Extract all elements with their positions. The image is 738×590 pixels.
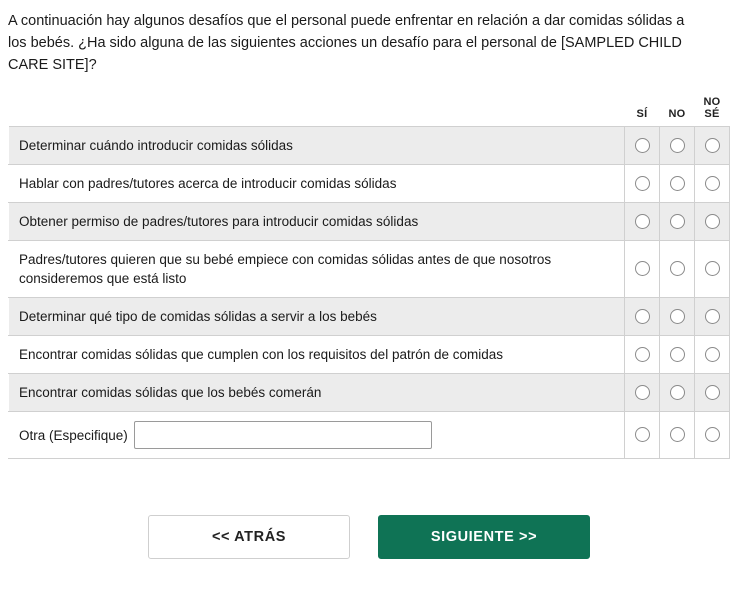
radio-yes[interactable] bbox=[635, 176, 650, 191]
column-header-dont-know-line2: SÉ bbox=[704, 108, 720, 120]
radio-cell-dont-know[interactable] bbox=[695, 241, 730, 298]
radio-no[interactable] bbox=[670, 176, 685, 191]
radio-no[interactable] bbox=[670, 427, 685, 442]
radio-dont-know[interactable] bbox=[705, 176, 720, 191]
radio-dont-know[interactable] bbox=[705, 214, 720, 229]
other-label: Otra (Especifique) bbox=[19, 427, 128, 443]
radio-cell-yes[interactable] bbox=[625, 127, 660, 165]
table-row bbox=[9, 203, 730, 241]
radio-cell-dont-know[interactable] bbox=[695, 336, 730, 374]
navigation-buttons bbox=[8, 515, 730, 559]
radio-cell-no[interactable] bbox=[660, 241, 695, 298]
radio-cell-no[interactable] bbox=[660, 412, 695, 459]
column-header-no bbox=[660, 96, 695, 127]
table-row bbox=[9, 298, 730, 336]
column-header-yes-line2: SÍ bbox=[636, 108, 648, 120]
radio-cell-yes[interactable] bbox=[625, 203, 660, 241]
radio-yes[interactable] bbox=[635, 385, 650, 400]
challenges-matrix-table bbox=[8, 96, 730, 459]
radio-cell-yes[interactable] bbox=[625, 298, 660, 336]
other-cell bbox=[9, 412, 625, 459]
radio-no[interactable] bbox=[670, 214, 685, 229]
radio-cell-no[interactable] bbox=[660, 127, 695, 165]
column-header-dont-know-line1: NO bbox=[703, 96, 721, 108]
radio-cell-no[interactable] bbox=[660, 298, 695, 336]
matrix-label-column-header bbox=[9, 96, 625, 127]
radio-cell-no[interactable] bbox=[660, 336, 695, 374]
radio-cell-yes[interactable] bbox=[625, 165, 660, 203]
radio-cell-dont-know[interactable] bbox=[695, 127, 730, 165]
radio-cell-no[interactable] bbox=[660, 203, 695, 241]
radio-cell-dont-know[interactable] bbox=[695, 298, 730, 336]
row-label: Hablar con padres/tutores acerca de introducir comidas sólidas bbox=[9, 165, 625, 203]
radio-no[interactable] bbox=[670, 347, 685, 362]
radio-no[interactable] bbox=[670, 385, 685, 400]
radio-no[interactable] bbox=[670, 261, 685, 276]
back-button[interactable]: << ATRÁS bbox=[148, 515, 350, 559]
table-row bbox=[9, 127, 730, 165]
radio-dont-know[interactable] bbox=[705, 309, 720, 324]
radio-cell-yes[interactable] bbox=[625, 336, 660, 374]
radio-dont-know[interactable] bbox=[705, 385, 720, 400]
radio-yes[interactable] bbox=[635, 138, 650, 153]
radio-yes[interactable] bbox=[635, 427, 650, 442]
table-row bbox=[9, 336, 730, 374]
radio-cell-dont-know[interactable] bbox=[695, 412, 730, 459]
other-specify-input[interactable] bbox=[134, 421, 432, 449]
row-label: Determinar cuándo introducir comidas sólidas bbox=[9, 127, 625, 165]
radio-cell-dont-know[interactable] bbox=[695, 203, 730, 241]
table-row bbox=[9, 165, 730, 203]
row-label: Determinar qué tipo de comidas sólidas a servir a los bebés bbox=[9, 298, 625, 336]
column-header-yes bbox=[625, 96, 660, 127]
table-row-other bbox=[9, 412, 730, 459]
radio-cell-yes[interactable] bbox=[625, 374, 660, 412]
radio-no[interactable] bbox=[670, 309, 685, 324]
table-row bbox=[9, 374, 730, 412]
radio-yes[interactable] bbox=[635, 261, 650, 276]
radio-dont-know[interactable] bbox=[705, 261, 720, 276]
radio-cell-no[interactable] bbox=[660, 374, 695, 412]
next-button[interactable]: SIGUIENTE >> bbox=[378, 515, 590, 559]
matrix-body bbox=[9, 127, 730, 459]
radio-cell-yes[interactable] bbox=[625, 241, 660, 298]
table-row bbox=[9, 241, 730, 298]
radio-cell-no[interactable] bbox=[660, 165, 695, 203]
radio-cell-dont-know[interactable] bbox=[695, 374, 730, 412]
radio-dont-know[interactable] bbox=[705, 347, 720, 362]
radio-yes[interactable] bbox=[635, 214, 650, 229]
row-label: Encontrar comidas sólidas que los bebés comerán bbox=[9, 374, 625, 412]
row-label: Encontrar comidas sólidas que cumplen con los requisitos del patrón de comidas bbox=[9, 336, 625, 374]
radio-dont-know[interactable] bbox=[705, 138, 720, 153]
radio-yes[interactable] bbox=[635, 309, 650, 324]
matrix-header bbox=[9, 96, 730, 127]
row-label: Padres/tutores quieren que su bebé empiece con comidas sólidas antes de que nosotros consideremos que está listo bbox=[9, 241, 625, 298]
column-header-dont-know bbox=[695, 96, 730, 127]
radio-cell-dont-know[interactable] bbox=[695, 165, 730, 203]
radio-dont-know[interactable] bbox=[705, 427, 720, 442]
radio-yes[interactable] bbox=[635, 347, 650, 362]
radio-no[interactable] bbox=[670, 138, 685, 153]
question-text: A continuación hay algunos desafíos que el personal puede enfrentar en relación a dar comidas sólidas a los bebés. ¿Ha sido alguna de las siguientes acciones un desafío para el personal de [SAMPLED CHILD CARE SITE]? bbox=[8, 13, 685, 73]
radio-cell-yes[interactable] bbox=[625, 412, 660, 459]
column-header-no-line2: NO bbox=[668, 108, 686, 120]
row-label: Obtener permiso de padres/tutores para introducir comidas sólidas bbox=[9, 203, 625, 241]
